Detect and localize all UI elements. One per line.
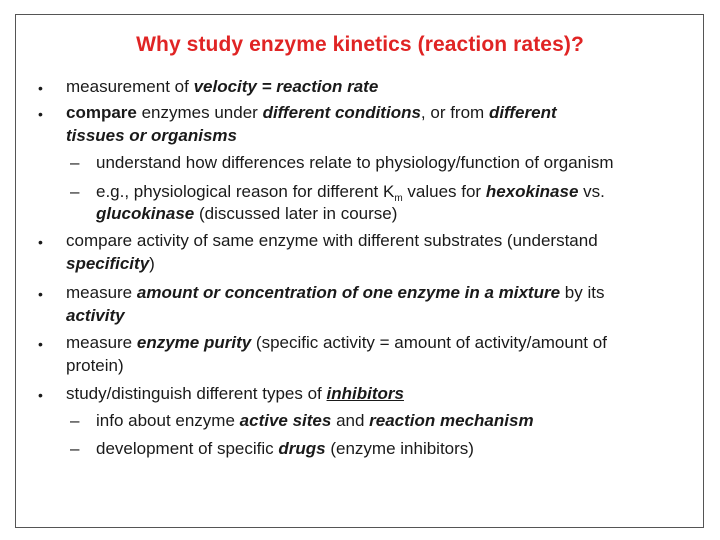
subitem-drugs: development of specific drugs (enzyme inhibitors): [96, 439, 474, 458]
bullet-icon: •: [38, 106, 43, 122]
dash-icon: –: [70, 439, 80, 458]
subitem-km-line1: e.g., physiological reason for different $K_m$ values for hexokinase vs.: [96, 182, 605, 204]
bullet-item-amount-line2: activity: [66, 306, 125, 325]
bullet-item-purity-line2: protein): [66, 356, 124, 375]
slide-title: Why study enzyme kinetics (reaction rates)?: [136, 33, 584, 56]
subitem-physiology: understand how differences relate to physiology/function of organism: [96, 153, 614, 172]
bullet-item-purity-line1: measure enzyme purity (specific activity = amount of activity/amount of: [66, 333, 607, 352]
bullet-icon: •: [38, 336, 43, 352]
bullet-item-substrates-line1: compare activity of same enzyme with different substrates (understand: [66, 231, 598, 250]
subitem-active-sites: info about enzyme active sites and reaction mechanism: [96, 411, 534, 430]
subitem-km-line2: glucokinase (discussed later in course): [96, 204, 398, 223]
bullet-icon: •: [38, 286, 43, 302]
bullet-icon: •: [38, 234, 43, 250]
bullet-item-compare-line2: tissues or organisms: [66, 126, 238, 145]
bullet-item-compare-line1: compare enzymes under different conditions, or from different: [66, 103, 557, 122]
bullet-item-inhibitors: study/distinguish different types of inhibitors: [66, 384, 404, 403]
bullet-item-amount-line1: measure amount or concentration of one enzyme in a mixture by its: [66, 283, 605, 302]
bullet-item-velocity: measurement of velocity = reaction rate: [66, 77, 379, 96]
dash-icon: –: [70, 182, 80, 201]
bullet-icon: •: [38, 80, 43, 96]
bullet-item-substrates-line2: specificity): [66, 254, 155, 273]
dash-icon: –: [70, 411, 80, 430]
bullet-icon: •: [38, 387, 43, 403]
dash-icon: –: [70, 153, 80, 172]
